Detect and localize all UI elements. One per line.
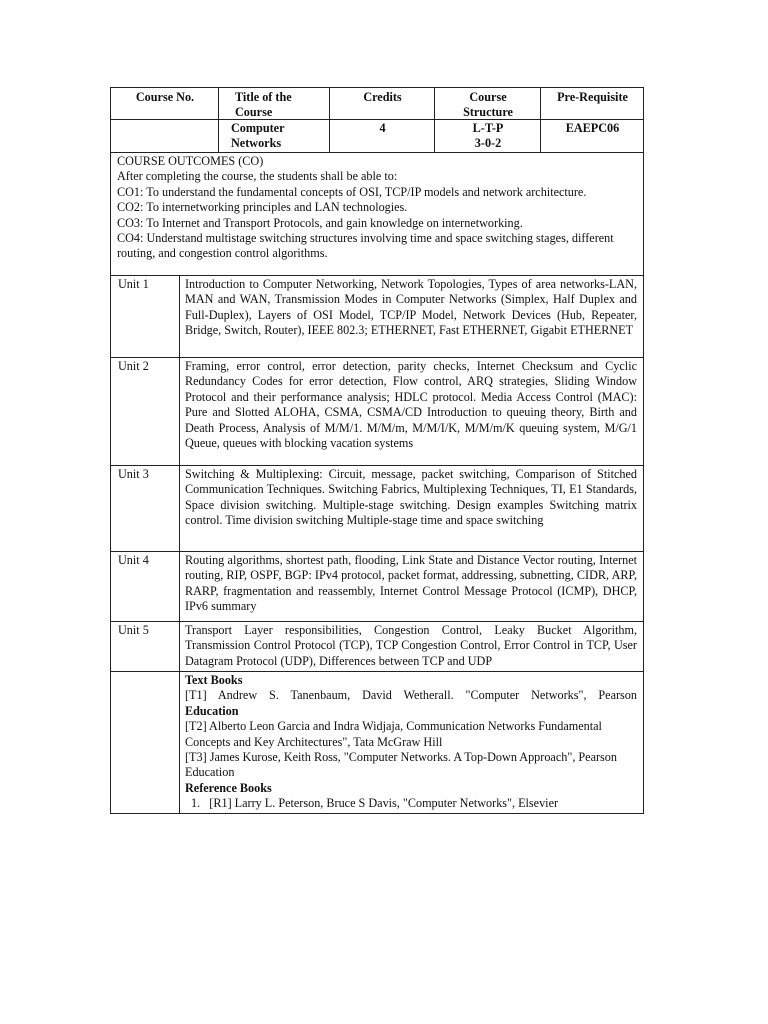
col-title	[218, 88, 329, 119]
course-structure-values: 3-0-2	[474, 136, 502, 151]
unit-content: Framing, error control, error detection, parity checks, Internet Checksum and Cyclic Redundancy Codes for error detection, Flow control, ARQ strategies, Sliding Window Protocol and their performance analysis; HDLC protocol. Media Access Control (MAC): Pure and Slotted ALOHA, CSMA, CSMA/CD Introduction to queuing theory, Birth and Death Process, Analysis of M/M/1. M/M/m, M/M/I/K, M/M/m/K queuing system, M/G/1 Queue, queues with blocking vacation systems	[179, 358, 643, 465]
unit-content: Transport Layer responsibilities, Congestion Control, Leaky Bucket Algorithm, Transmission Control Protocol (TCP), TCP Congestion Control, Error Control in TCP, User Datagram Protocol (UDP), Differences between TCP and UDP	[179, 622, 643, 671]
outcome-co1: CO1: To understand the fundamental concepts of OSI, TCP/IP models and network architecture.	[117, 184, 587, 199]
outcomes-intro: After completing the course, the students shall be able to:	[117, 169, 398, 184]
header-row-grid	[111, 88, 643, 119]
text-books-heading: Text Books	[185, 673, 243, 687]
books-row	[111, 671, 643, 813]
text-book-t1-line2: Education	[185, 703, 239, 718]
unit-row	[111, 551, 643, 621]
unit-label: Unit 3	[118, 467, 149, 481]
course-credits: 4	[329, 120, 434, 152]
course-title: Computer Networks	[218, 120, 329, 152]
text-book-t2: [T2] Alberto Leon Garcia and Indra Widjaja, Communication Networks Fundamental Concepts and Key Architectures", Tata McGraw Hill	[185, 719, 602, 749]
unit-content: Introduction to Computer Networking, Network Topologies, Types of area networks-LAN, MAN and WAN, Transmission Modes in Computer Networks (Simplex, Half Duplex and Full-Duplex), Layers of OSI Model, TCP/IP Model, Network Devices (Hub, Repeater, Bridge, Switch, Router), IEEE 802.3; ETHERNET, Fast ETHERNET, Gigabit ETHERNET	[179, 276, 643, 357]
reference-books-heading: Reference Books	[185, 780, 272, 795]
course-structure-ltp: L-T-P	[472, 121, 504, 135]
unit-label: Unit 5	[118, 623, 149, 637]
unit-label: Unit 2	[118, 359, 149, 373]
col-title-label: Title of the Course	[235, 90, 292, 120]
col-prerequisite: Pre-Requisite	[540, 88, 643, 119]
unit-row	[111, 275, 643, 357]
col-structure-line1: Course	[469, 90, 507, 104]
outcomes-heading: COURSE OUTCOMES (CO)	[117, 154, 264, 168]
unit-row	[111, 465, 643, 551]
outcome-co3: CO3: To Internet and Transport Protocols, and gain knowledge on internetworking.	[117, 215, 523, 230]
text-book-t1-line1: [T1] Andrew S. Tanenbaum, David Wetherall. "Computer Networks", Pearson	[185, 688, 637, 703]
unit-content: Switching & Multiplexing: Circuit, message, packet switching, Comparison of Stitched Communication Techniques. Switching Fabrics, Multiplexing Techniques, TI, E1 Standards, Space division switching. Multiple-stage switching. Design examples Switching matrix control. Time division switching Multiple-stage time and space switching	[179, 466, 643, 551]
course-row	[111, 119, 643, 152]
unit-content: Routing algorithms, shortest path, flooding, Link State and Distance Vector routing, Internet routing, RIP, OSPF, BGP: IPv4 protocol, packet format, addressing, subnetting, CIDR, ARP, RARP, fragmentation and reassembly, Internet Control Message Protocol (ICMP), DHCP, IPv6 summary	[179, 552, 643, 621]
course-structure	[434, 120, 540, 152]
course-number	[111, 120, 218, 152]
unit-row	[111, 357, 643, 465]
reference-book-r1-text: [R1] Larry L. Peterson, Bruce S Davis, "Computer Networks", Elsevier	[209, 796, 559, 811]
unit-label: Unit 1	[118, 277, 149, 291]
books-label-empty	[111, 672, 179, 813]
col-credits: Credits	[329, 88, 434, 119]
col-structure-line2: Structure	[463, 105, 513, 120]
reference-book-r1-number: 1.	[191, 796, 201, 811]
reference-book-r1	[185, 796, 637, 811]
outcomes-block	[111, 153, 643, 275]
books-block	[179, 672, 643, 813]
course-grid	[110, 87, 644, 814]
outcomes-row	[111, 152, 643, 275]
course-prerequisite: EAEPC06	[540, 120, 643, 152]
unit-row	[111, 621, 643, 671]
text-book-t3: [T3] James Kurose, Keith Ross, "Computer Networks. A Top-Down Approach", Pearson Education	[185, 750, 617, 780]
outcome-co2: CO2: To internetworking principles and LAN technologies.	[117, 200, 408, 215]
unit-label: Unit 4	[118, 553, 149, 567]
col-course-no: Course No.	[135, 90, 195, 104]
col-structure	[434, 88, 540, 119]
outcome-co4: CO4: Understand multistage switching structures involving time and space switching stages, different routing, and congestion control algorithms.	[117, 231, 614, 261]
